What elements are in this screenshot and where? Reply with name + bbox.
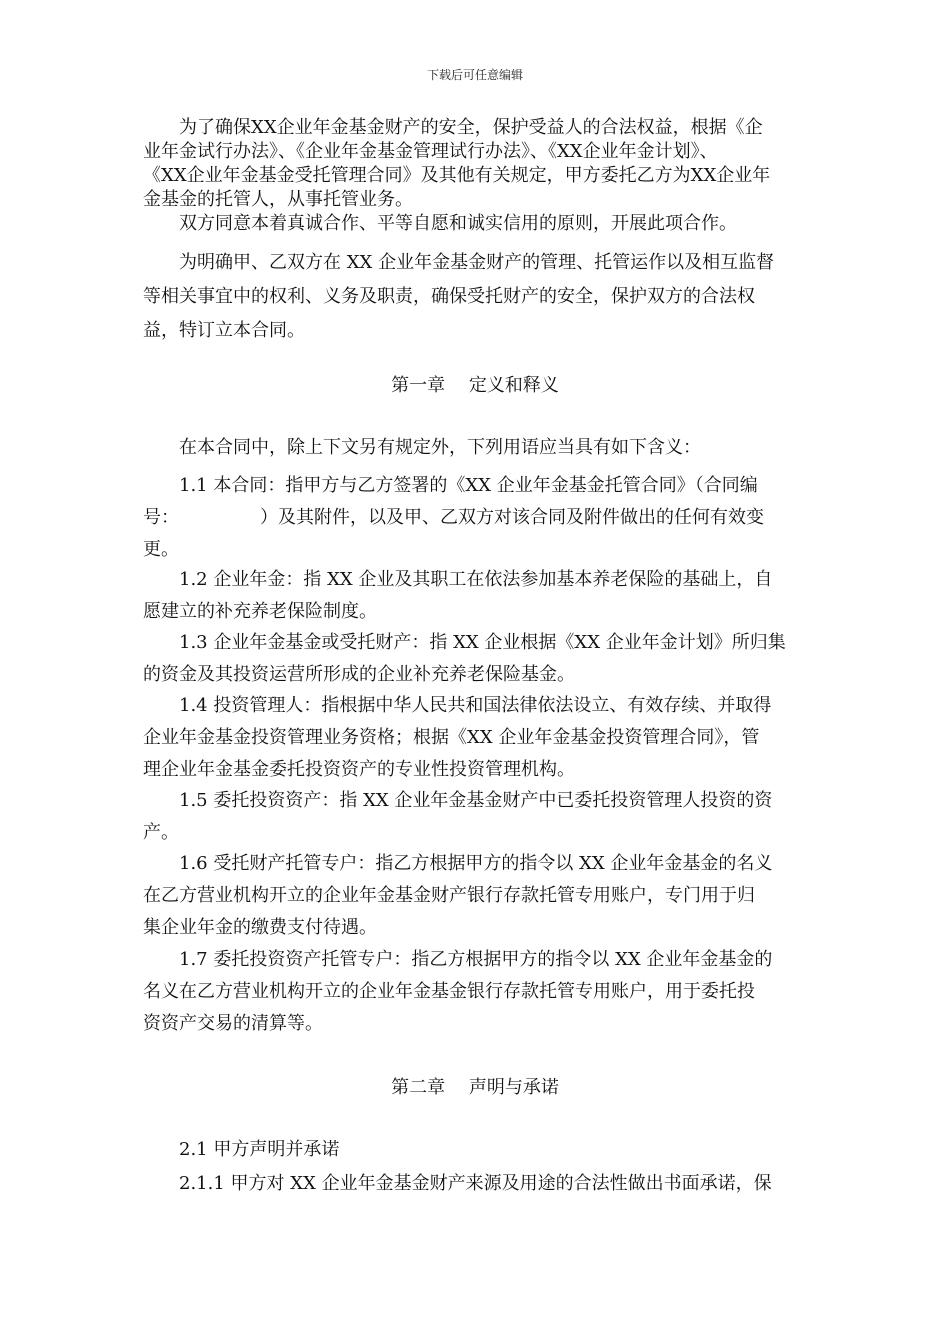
text-line: 1.6 受托财产托管专户：指乙方根据甲方的指令以 XX 企业年金基金的名义 [179, 853, 773, 874]
text-line: 1.3 企业年金基金或受托财产：指 XX 企业根据《XX 企业年金计划》所归集 [179, 632, 786, 653]
text-line: 企业年金基金投资管理业务资格；根据《XX 企业年金基金投资管理合同》，管 [143, 727, 760, 748]
definition-item-1-7 [143, 944, 808, 1040]
text-line: 的资金及其投资运营所形成的企业补充养老保险基金。 [143, 664, 575, 685]
text-line: 2.1.1 甲方对 XX 企业年金基金财产来源及用途的合法性做出书面承诺，保 [179, 1173, 772, 1194]
text-line: 《XX企业年金基金受托管理合同》及其他有关规定，甲方委托乙方为XX企业年 [143, 165, 771, 186]
text-line: 业年金试行办法》、《企业年金基金管理试行办法》、《XX企业年金计划》、 [143, 141, 718, 162]
definition-item-1-5 [143, 785, 808, 849]
text-line: 益，特订立本合同。 [143, 320, 305, 341]
page-header: 下载后可任意编辑 [426, 68, 523, 82]
text-line: 1.5 委托投资资产：指 XX 企业年金基金财产中已委托投资管理人投资的资 [179, 790, 773, 811]
definition-item-1-6 [143, 848, 808, 944]
intro-paragraph-1 [143, 116, 808, 212]
chapter-1-title: 第一章 定义和释义 [391, 375, 559, 396]
text-line: 更。 [143, 539, 179, 560]
text-line: 为了确保XX企业年金基金财产的安全，保护受益人的合法权益，根据《企 [179, 117, 763, 138]
definition-item-1-3 [143, 627, 808, 691]
text-line: 愿建立的补充养老保险制度。 [143, 601, 377, 622]
text-line: 2.1 甲方声明并承诺 [179, 1139, 340, 1160]
text-line: 在乙方营业机构开立的企业年金基金财产银行存款托管专用账户，专门用于归 [143, 885, 755, 906]
intro-paragraph-3 [143, 246, 808, 348]
definition-item-1-4 [143, 690, 808, 786]
text-line: 集企业年金的缴费支付待遇。 [143, 917, 377, 938]
text-line: 1.2 企业年金：指 XX 企业及其职工在依法参加基本养老保险的基础上，自 [179, 569, 773, 590]
text-line: 产。 [143, 822, 179, 843]
text-line: 1.7 委托投资资产托管专户：指乙方根据甲方的指令以 XX 企业年金基金的 [179, 949, 773, 970]
text-line: 等相关事宜中的权利、义务及职责，确保受托财产的安全，保护双方的合法权 [143, 286, 755, 307]
intro-paragraph-2 [143, 212, 808, 236]
text-line: 金基金的托管人，从事托管业务。 [143, 189, 413, 210]
text-line: 名义在乙方营业机构开立的企业年金基金银行存款托管专用账户，用于委托投 [143, 981, 755, 1002]
definition-item-1-1 [143, 470, 808, 566]
text-line: 理企业年金基金委托投资资产的专业性投资管理机构。 [143, 759, 575, 780]
text-line: 1.1 本合同：指甲方与乙方签署的《XX 企业年金基金托管合同》（合同编 [179, 475, 758, 496]
chapter-1-lead [143, 436, 808, 460]
chapter-2-subheading [143, 1138, 808, 1162]
definition-item-1-2 [143, 564, 808, 628]
text-line: 双方同意本着真诚合作、平等自愿和诚实信用的原则，开展此项合作。 [179, 213, 737, 234]
text-line: 号： ）及其附件，以及甲、乙双方对该合同及附件做出的任何有效变 [143, 507, 764, 528]
text-line: 在本合同中，除上下文另有规定外，下列用语应当具有如下含义： [179, 437, 701, 458]
chapter-2-item [143, 1172, 808, 1196]
text-line: 资资产交易的清算等。 [143, 1013, 323, 1034]
text-line: 为明确甲、乙双方在 XX 企业年金基金财产的管理、托管运作以及相互监督 [179, 252, 775, 273]
chapter-2-title: 第二章 声明与承诺 [391, 1077, 559, 1098]
text-line: 1.4 投资管理人：指根据中华人民共和国法律依法设立、有效存续、并取得 [179, 695, 772, 716]
